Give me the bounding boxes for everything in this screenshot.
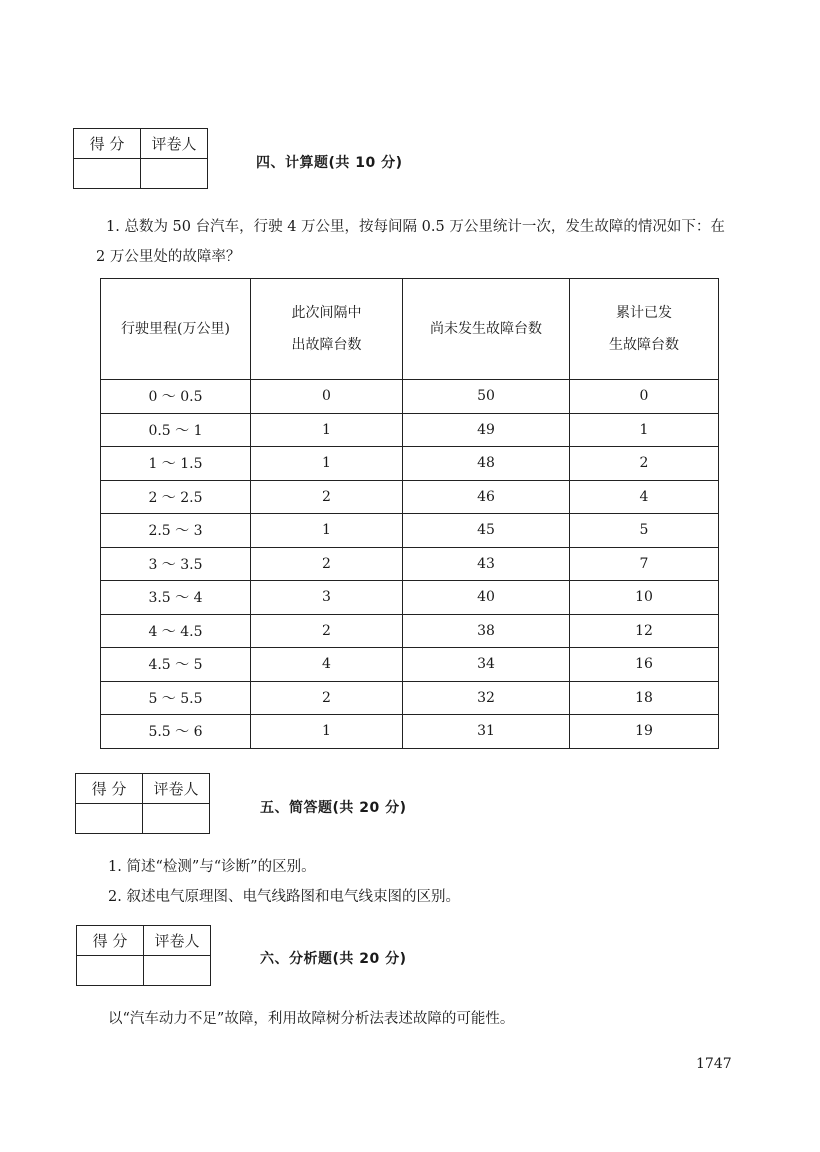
table-row [101,480,719,514]
section-title-calc: 四、计算题(共 10 分) [256,155,403,171]
score-label: 得 分 [74,129,141,159]
cell-failures: 1 [251,514,403,548]
cell-cumulative: 5 [570,514,719,548]
cell-cumulative: 18 [570,681,719,715]
section-title-analysis: 六、分析题(共 20 分) [260,951,407,967]
table-row [101,447,719,481]
cell-failures: 1 [251,447,403,481]
cell-remaining: 48 [403,447,570,481]
cell-mileage: 3.5 ～ 4 [101,581,251,615]
cell-failures: 3 [251,581,403,615]
grader-cell [141,159,208,189]
short-question-1: 1. 简述“检测”与“诊断”的区别。 [108,859,316,875]
cell-failures: 4 [251,648,403,682]
table-row [101,514,719,548]
table-row [101,581,719,615]
header-mileage: 行驶里程(万公里) [101,279,251,380]
table-row [101,715,719,749]
cell-cumulative: 7 [570,547,719,581]
cell-mileage: 1 ～ 1.5 [101,447,251,481]
grader-cell [144,956,211,986]
cell-mileage: 2.5 ～ 3 [101,514,251,548]
cell-mileage: 0 ～ 0.5 [101,380,251,414]
cell-mileage: 5 ～ 5.5 [101,681,251,715]
cell-remaining: 49 [403,413,570,447]
score-box-analysis [76,925,211,986]
short-question-2: 2. 叙述电气原理图、电气线路图和电气线束图的区别。 [108,889,460,905]
cell-failures: 1 [251,715,403,749]
cell-failures: 2 [251,614,403,648]
cell-remaining: 46 [403,480,570,514]
cell-cumulative: 10 [570,581,719,615]
cell-cumulative: 0 [570,380,719,414]
table-row [101,547,719,581]
cell-failures: 2 [251,547,403,581]
header-cumulative-line1: 累计已发 [616,305,672,321]
cell-mileage: 3 ～ 3.5 [101,547,251,581]
header-failures-line1: 此次间隔中 [291,305,362,321]
score-label: 得 分 [76,774,143,804]
cell-remaining: 31 [403,715,570,749]
analysis-question: 以“汽车动力不足”故障，利用故障树分析法表述故障的可能性。 [108,1011,515,1027]
cell-remaining: 45 [403,514,570,548]
score-box-calc [73,128,208,189]
cell-cumulative: 1 [570,413,719,447]
table-row [101,648,719,682]
cell-cumulative: 19 [570,715,719,749]
page-number: 1747 [696,1056,732,1072]
score-cell [77,956,144,986]
score-box-short [75,773,210,834]
table-row [101,413,719,447]
cell-cumulative: 2 [570,447,719,481]
score-cell [74,159,141,189]
cell-mileage: 4.5 ～ 5 [101,648,251,682]
cell-cumulative: 12 [570,614,719,648]
table-row [101,380,719,414]
grader-label: 评卷人 [141,129,208,159]
cell-remaining: 38 [403,614,570,648]
cell-failures: 2 [251,681,403,715]
cell-failures: 2 [251,480,403,514]
header-remaining: 尚未发生故障台数 [403,279,570,380]
cell-mileage: 4 ～ 4.5 [101,614,251,648]
section-title-short: 五、简答题(共 20 分) [260,800,407,816]
failure-data-table [100,278,719,749]
table-row [101,681,719,715]
calc-question: 1. 总数为 50 台汽车，行驶 4 万公里，按每间隔 0.5 万公里统计一次，发生故障的情况如下：在 2 万公里处的故障率？ [96,219,725,265]
header-cumulative [570,279,719,380]
cell-remaining: 34 [403,648,570,682]
table-row [101,614,719,648]
score-label: 得 分 [77,926,144,956]
cell-failures: 1 [251,413,403,447]
cell-remaining: 40 [403,581,570,615]
cell-cumulative: 4 [570,480,719,514]
cell-mileage: 5.5 ～ 6 [101,715,251,749]
grader-label: 评卷人 [144,926,211,956]
header-failures [251,279,403,380]
cell-remaining: 43 [403,547,570,581]
cell-mileage: 0.5 ～ 1 [101,413,251,447]
cell-cumulative: 16 [570,648,719,682]
grader-label: 评卷人 [143,774,210,804]
header-failures-line2: 出故障台数 [291,337,362,353]
cell-failures: 0 [251,380,403,414]
cell-remaining: 50 [403,380,570,414]
header-cumulative-line2: 生故障台数 [609,337,679,353]
score-cell [76,804,143,834]
cell-mileage: 2 ～ 2.5 [101,480,251,514]
grader-cell [143,804,210,834]
cell-remaining: 32 [403,681,570,715]
